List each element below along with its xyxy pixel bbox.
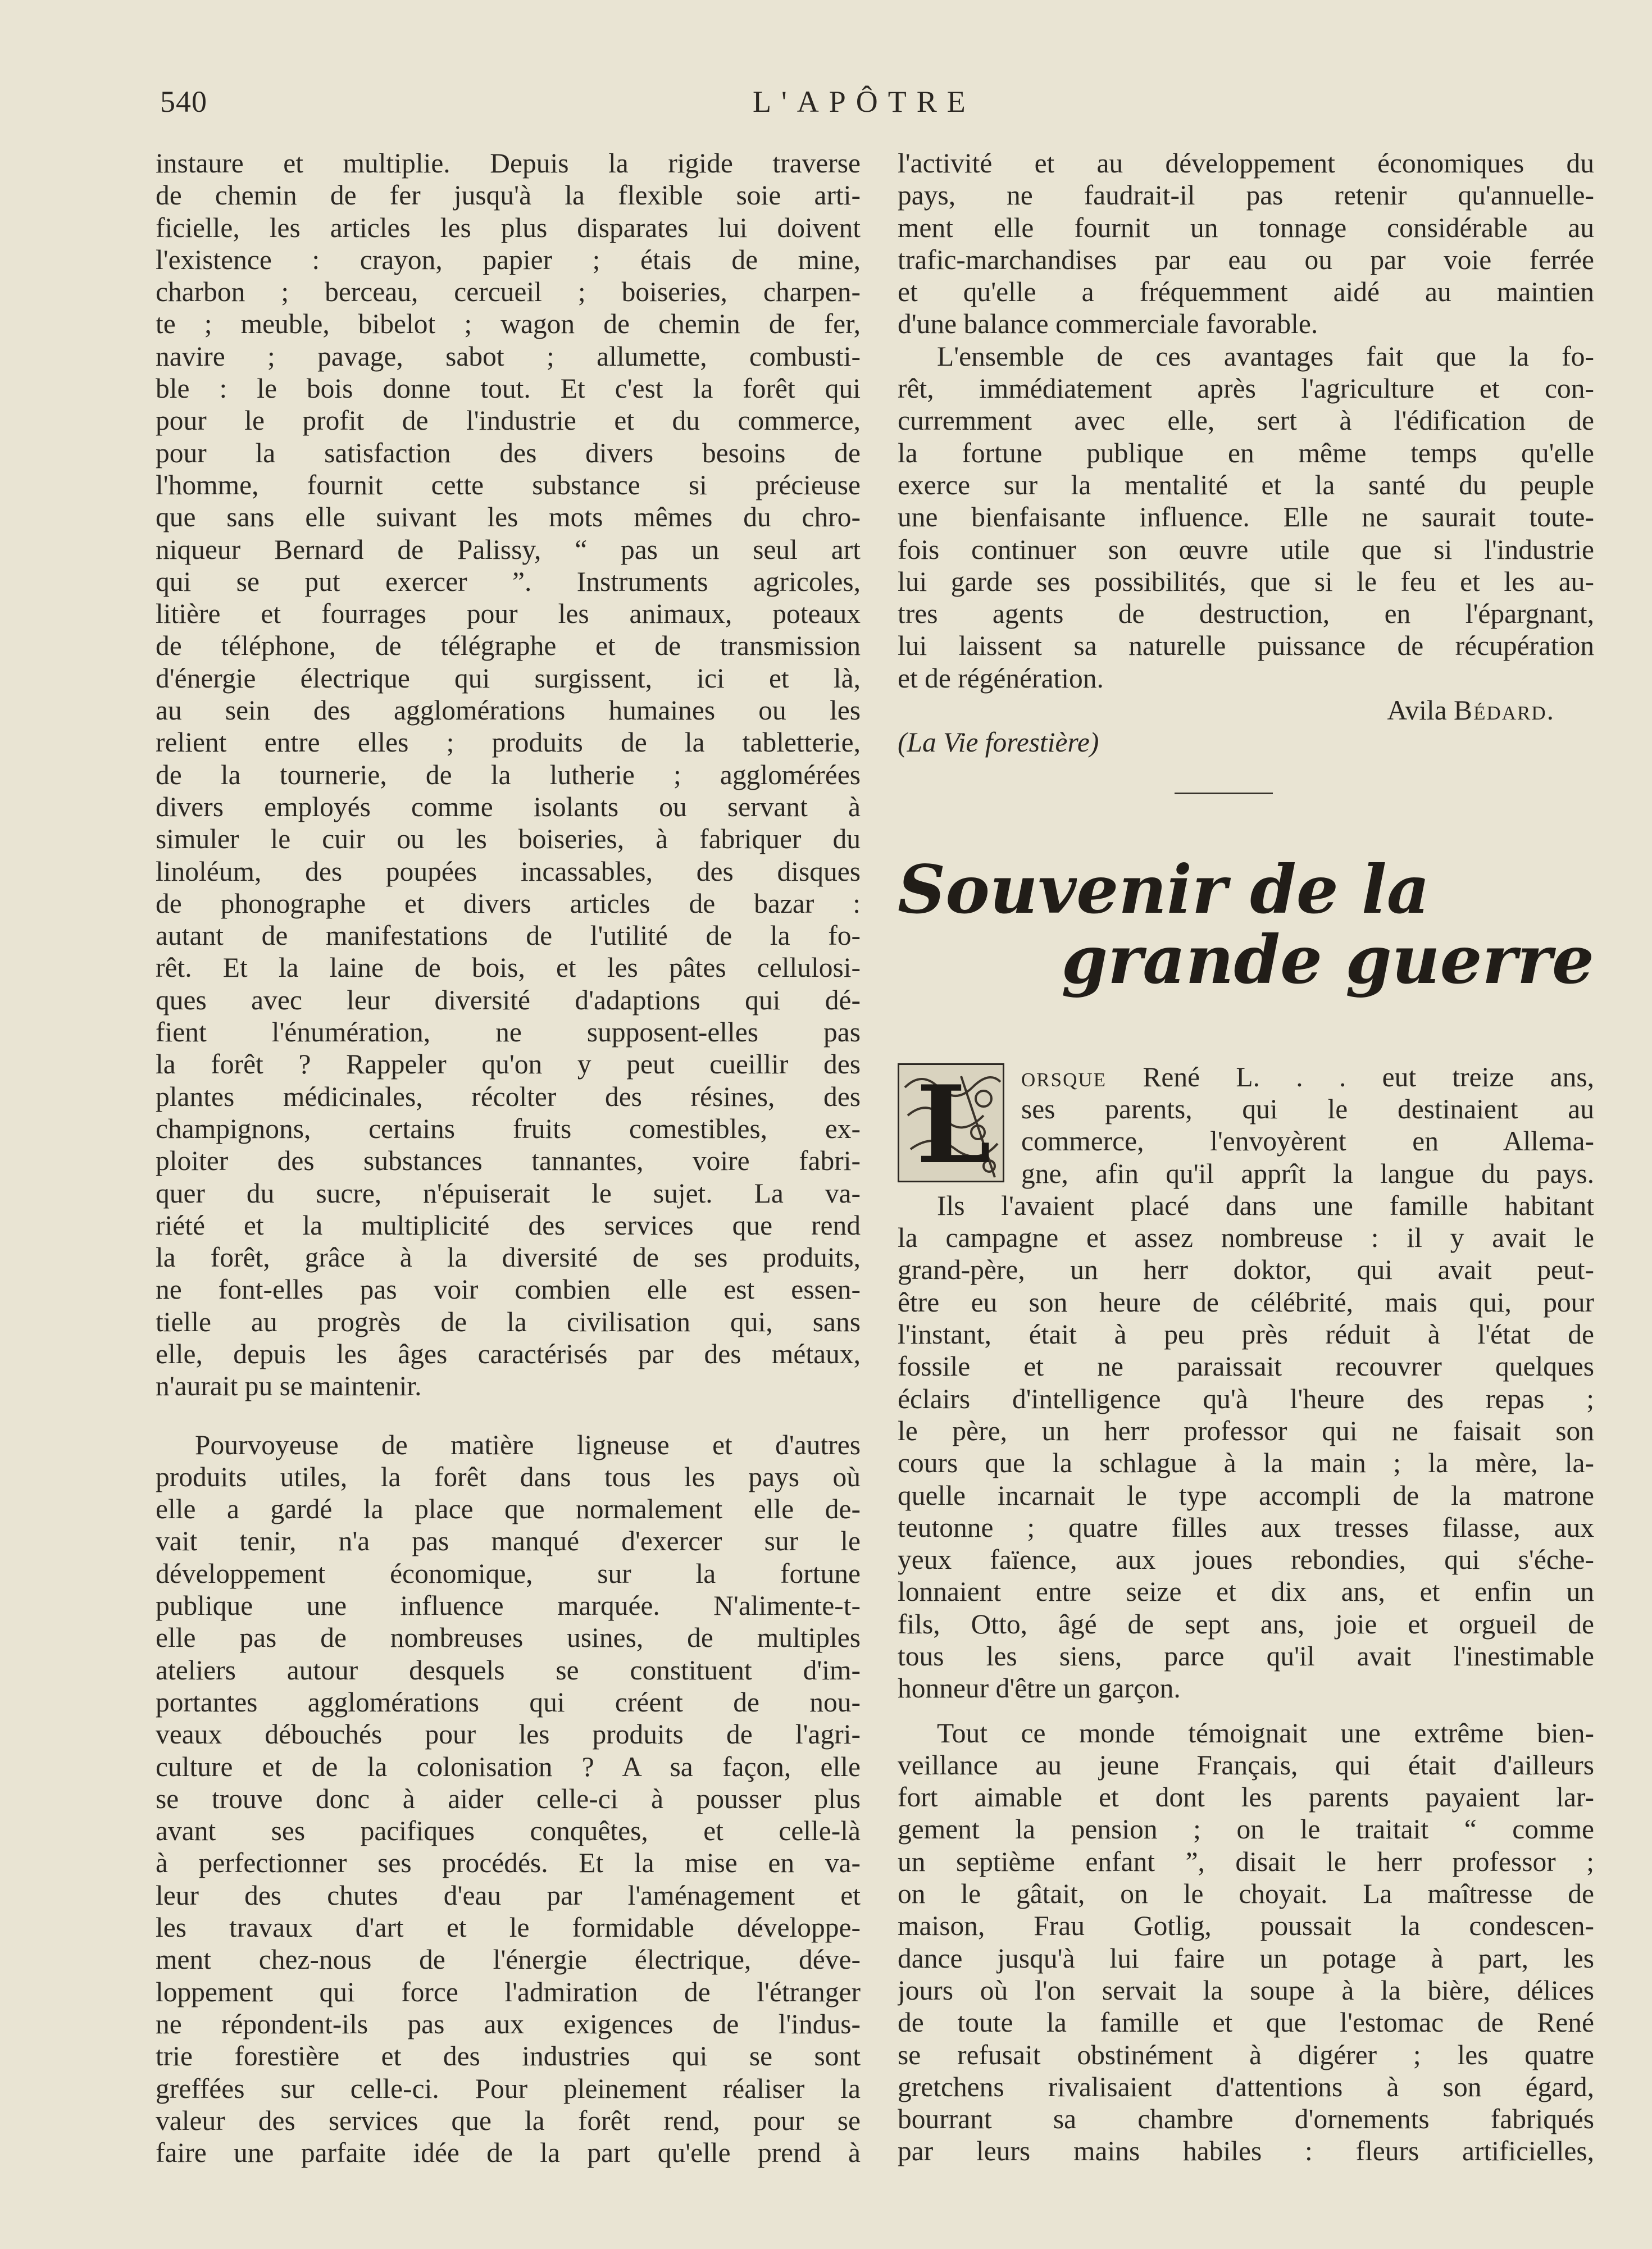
text-line: cours que la schlague à la main ; la mère, la- bbox=[898, 1447, 1594, 1479]
text-line: quer du sucre, n'épuiserait le sujet. La va- bbox=[156, 1177, 861, 1209]
text-line: développement économique, sur la fortune bbox=[156, 1558, 861, 1589]
text-line: être eu son heure de célébrité, mais qui, pour bbox=[898, 1286, 1594, 1318]
text-line: te ; meuble, bibelot ; wagon de chemin de fer, bbox=[156, 308, 861, 340]
opening-word: orsque bbox=[1021, 1061, 1107, 1092]
text-line: autant de manifestations de l'utilité de la fo- bbox=[156, 920, 861, 952]
text-line: pays, ne faudrait-il pas retenir qu'annuelle- bbox=[898, 180, 1594, 211]
page-number: 540 bbox=[160, 85, 207, 119]
text-line: honneur d'être un garçon. bbox=[898, 1673, 1181, 1704]
text-line: culture et de la colonisation ? A sa façon, elle bbox=[156, 1751, 861, 1782]
text-line: on le gâtait, on le choyait. La maîtresse de bbox=[898, 1878, 1594, 1910]
text-line: elle a gardé la place que normalement elle de- bbox=[156, 1494, 861, 1525]
author-signature bbox=[898, 694, 1594, 726]
text-line: veaux débouchés pour les produits de l'agri- bbox=[156, 1719, 861, 1750]
text-line: la fortune publique en même temps qu'elle bbox=[898, 437, 1594, 468]
text-line: bourrant sa chambre d'ornements fabriqués bbox=[898, 2104, 1594, 2135]
text-line: grand-père, un herr doktor, qui avait peut- bbox=[898, 1254, 1594, 1286]
text-line: produits utiles, la forêt dans tous les pays où bbox=[156, 1461, 861, 1492]
text-line: se trouve donc à aider celle-ci à pousser plus bbox=[156, 1783, 861, 1814]
text-line: la campagne et assez nombreuse : il y avait le bbox=[898, 1222, 1594, 1254]
text-line: lui garde ses possibilités, que si le feu et les au- bbox=[898, 566, 1594, 597]
text-line: exerce sur la mentalité et la santé du peuple bbox=[898, 469, 1594, 500]
article-title-line-1: Souvenir de la bbox=[898, 850, 1430, 928]
text-line: Ils l'avaient placé dans une famille habitant bbox=[937, 1190, 1594, 1221]
text-line: portantes agglomérations qui créent de nou- bbox=[156, 1686, 861, 1718]
text-line: pour la satisfaction des divers besoins de bbox=[156, 437, 861, 468]
text-line: les travaux d'art et le formidable développe- bbox=[156, 1912, 861, 1943]
text-line: ment chez-nous de l'énergie électrique, déve- bbox=[156, 1944, 861, 1975]
text-line: l'existence : crayon, papier ; étais de mine, bbox=[156, 244, 861, 275]
text-line: jours où l'on servait la soupe à la bière, délices bbox=[898, 1974, 1594, 2006]
text-line: l'instant, était à peu près réduit à l'état de bbox=[898, 1319, 1594, 1350]
text-line: rêt. Et la laine de bois, et les pâtes cellulosi- bbox=[156, 952, 861, 984]
text-line: fort aimable et dont les parents payaient lar- bbox=[898, 1782, 1594, 1813]
author-surname: Bédard. bbox=[1454, 695, 1555, 726]
text-line: de phonographe et divers articles de bazar : bbox=[156, 887, 861, 919]
text-line: valeur des services que la forêt rend, pour se bbox=[156, 2105, 861, 2136]
text-line: un septième enfant ”, disait le herr professor ; bbox=[898, 1846, 1594, 1877]
text-line: lui laissent sa naturelle puissance de récupération bbox=[898, 630, 1594, 662]
text-line: champignons, certains fruits comestibles, ex- bbox=[156, 1113, 861, 1144]
text-line: d'une balance commerciale favorable. bbox=[898, 308, 1318, 340]
right-paragraph-4 bbox=[898, 1190, 1594, 1705]
source-citation: (La Vie forestière) bbox=[898, 727, 1099, 758]
left-paragraph-1 bbox=[156, 147, 861, 1403]
text-line: navire ; pavage, sabot ; allumette, combusti- bbox=[156, 340, 861, 372]
author-first-name: Avila bbox=[1387, 695, 1447, 726]
text-line: fils, Otto, âgé de sept ans, joie et orgueil de bbox=[898, 1608, 1594, 1640]
text-line: se refusait obstinément à digérer ; les quatre bbox=[898, 2039, 1594, 2070]
text-line: fossile et ne paraissait recouvrer quelques bbox=[898, 1351, 1594, 1382]
text-line: tres agents de destruction, en l'épargnant, bbox=[898, 598, 1594, 630]
text-line: quelle incarnait le type accompli de la matrone bbox=[898, 1479, 1594, 1511]
text-line: ficielle, les articles les plus disparates lui doivent bbox=[156, 212, 861, 243]
text-line: vait tenir, n'a pas manqué d'exercer sur le bbox=[156, 1526, 861, 1557]
text-line: d'énergie électrique qui surgissent, ici et là, bbox=[156, 662, 861, 694]
text-line: gretchens rivalisaient d'attentions à son égard, bbox=[898, 2071, 1594, 2102]
text-line: de téléphone, de télégraphe et de transmission bbox=[156, 630, 861, 662]
text-line: ses parents, qui le destinaient au bbox=[1021, 1093, 1594, 1124]
right-paragraph-1 bbox=[898, 147, 1594, 340]
text-line: greffées sur celle-ci. Pour pleinement réaliser la bbox=[156, 2073, 861, 2104]
text-line: charbon ; berceau, cercueil ; boiseries, charpen- bbox=[156, 276, 861, 308]
text-line: et qu'elle a fréquemment aidé au maintien bbox=[898, 276, 1594, 308]
text-line: L'ensemble de ces avantages fait que la fo- bbox=[937, 340, 1594, 372]
text-line: n'aurait pu se maintenir. bbox=[156, 1371, 422, 1402]
text-line: une bienfaisante influence. Elle ne saurait toute- bbox=[898, 502, 1594, 533]
running-head: L'APÔTRE bbox=[753, 85, 976, 119]
text-line: plantes médicinales, récolter des résines, des bbox=[156, 1081, 861, 1112]
text-line: loppement qui force l'admiration de l'étranger bbox=[156, 1976, 861, 2007]
right-paragraph-5 bbox=[898, 1717, 1594, 2168]
text-line: l'activité et au développement économiques du bbox=[898, 148, 1594, 179]
text-line: faire une parfaite idée de la part qu'elle prend à bbox=[156, 2137, 861, 2169]
text-line: qui se put exercer ”. Instruments agricoles, bbox=[156, 566, 861, 597]
opening-rest: René L. . . eut treize ans, bbox=[1143, 1061, 1594, 1092]
text-line: de chemin de fer jusqu'à la flexible soie arti- bbox=[156, 180, 861, 211]
text-line: avant ses pacifiques conquêtes, et celle-là bbox=[156, 1815, 861, 1847]
text-line: que sans elle suivant les mots mêmes du chro- bbox=[156, 502, 861, 533]
text-line: niqueur Bernard de Palissy, “ pas un seul art bbox=[156, 534, 861, 565]
text-line: ment elle fournit un tonnage considérable au bbox=[898, 212, 1594, 243]
article-title bbox=[898, 850, 1594, 1044]
text-line: curremment avec elle, sert à l'édification de bbox=[898, 405, 1594, 436]
text-line: commerce, l'envoyèrent en Allema- bbox=[1021, 1126, 1594, 1157]
text-line: fois continuer son œuvre utile que si l'industrie bbox=[898, 534, 1594, 565]
text-line: ble : le bois donne tout. Et c'est la forêt qui bbox=[156, 373, 861, 404]
text-line: ne répondent-ils pas aux exigences de l'indus- bbox=[156, 2008, 861, 2039]
text-line: ploiter des substances tannantes, voire fabri- bbox=[156, 1145, 861, 1177]
text-line: tielle au progrès de la civilisation qui, sans bbox=[156, 1306, 861, 1337]
section-separator bbox=[1175, 793, 1273, 794]
ornamental-dropcap bbox=[898, 1063, 1004, 1182]
opening-paragraph bbox=[898, 1061, 1594, 1190]
left-paragraph-2 bbox=[156, 1429, 861, 2169]
text-line: à perfectionner ses procédés. Et la mise en va- bbox=[156, 1847, 861, 1879]
text-line: la forêt ? Rappeler qu'on y peut cueillir des bbox=[156, 1049, 861, 1080]
article-title-line-2: grande guerre bbox=[1061, 920, 1594, 999]
text-line: l'homme, fournit cette substance si précieuse bbox=[156, 469, 861, 500]
right-paragraph-2 bbox=[898, 340, 1594, 694]
text-line: lonnaient entre seize et dix ans, et enfin un bbox=[898, 1576, 1594, 1608]
text-line: rêt, immédiatement après l'agriculture et con- bbox=[898, 373, 1594, 404]
text-line: éclairs d'intelligence qu'à l'heure des repas ; bbox=[898, 1383, 1594, 1414]
text-line: linoléum, des poupées incassables, des disques bbox=[156, 855, 861, 887]
text-line: et de régénération. bbox=[898, 662, 1104, 694]
text-line: elle, depuis les âges caractérisés par des métaux, bbox=[156, 1338, 861, 1369]
text-line: relient entre elles ; produits de la tabletterie, bbox=[156, 727, 861, 758]
text-line: le père, un herr professor qui ne faisait son bbox=[898, 1415, 1594, 1446]
text-line: teutonne ; quatre filles aux tresses filasse, aux bbox=[898, 1512, 1594, 1543]
text-line: ne font-elles pas voir combien elle est essen- bbox=[156, 1274, 861, 1305]
text-line: pour le profit de l'industrie et du commerce, bbox=[156, 405, 861, 436]
dropcap-letter: L bbox=[916, 1063, 991, 1182]
text-line: maison, Frau Gotlig, poussait la condescen- bbox=[898, 1910, 1594, 1942]
text-line: de la tournerie, de la lutherie ; agglomérées bbox=[156, 759, 861, 790]
text-line: leur des chutes d'eau par l'aménagement et bbox=[156, 1879, 861, 1911]
text-line: au sein des agglomérations humaines ou les bbox=[156, 695, 861, 726]
text-line: simuler le cuir ou les boiseries, à fabriquer du bbox=[156, 823, 861, 855]
text-line: instaure et multiplie. Depuis la rigide traverse bbox=[156, 148, 861, 179]
text-line: fient l'énumération, ne supposent-elles pas bbox=[156, 1017, 861, 1048]
text-line: tous les siens, parce qu'il avait l'inestimable bbox=[898, 1640, 1594, 1672]
text-line: gement la pension ; on le traitait “ comme bbox=[898, 1814, 1594, 1845]
text-line: veillance au jeune Français, qui était d'ailleurs bbox=[898, 1749, 1594, 1781]
text-line: ques avec leur diversité d'adaptions qui dé- bbox=[156, 984, 861, 1016]
right-column bbox=[898, 147, 1594, 2168]
text-line: dance jusqu'à lui faire un potage à part, les bbox=[898, 1942, 1594, 1974]
text-line: divers employés comme isolants ou servant à bbox=[156, 791, 861, 822]
text-line: par leurs mains habiles : fleurs artificielles, bbox=[898, 2136, 1594, 2167]
text-line: elle pas de nombreuses usines, de multiples bbox=[156, 1622, 861, 1654]
text-line: litière et fourrages pour les animaux, poteaux bbox=[156, 598, 861, 630]
text-line: trafic-marchandises par eau ou par voie ferrée bbox=[898, 244, 1594, 275]
text-line: yeux faïence, aux joues rebondies, qui s'éche- bbox=[898, 1544, 1594, 1576]
text-line: riété et la multiplicité des services que rend bbox=[156, 1209, 861, 1241]
left-column bbox=[156, 147, 861, 2169]
text-line: trie forestière et des industries qui se sont bbox=[156, 2041, 861, 2072]
text-line: ateliers autour desquels se constituent d'im- bbox=[156, 1654, 861, 1686]
text-line: Tout ce monde témoignait une extrême bien- bbox=[937, 1717, 1594, 1749]
text-line: la forêt, grâce à la diversité de ses produits, bbox=[156, 1242, 861, 1273]
text-line: gne, afin qu'il apprît la langue du pays. bbox=[1021, 1158, 1594, 1189]
text-line: Pourvoyeuse de matière ligneuse et d'autres bbox=[195, 1429, 861, 1460]
text-line: publique une influence marquée. N'alimente-t- bbox=[156, 1590, 861, 1622]
text-line: de toute la famille et que l'estomac de René bbox=[898, 2007, 1594, 2038]
